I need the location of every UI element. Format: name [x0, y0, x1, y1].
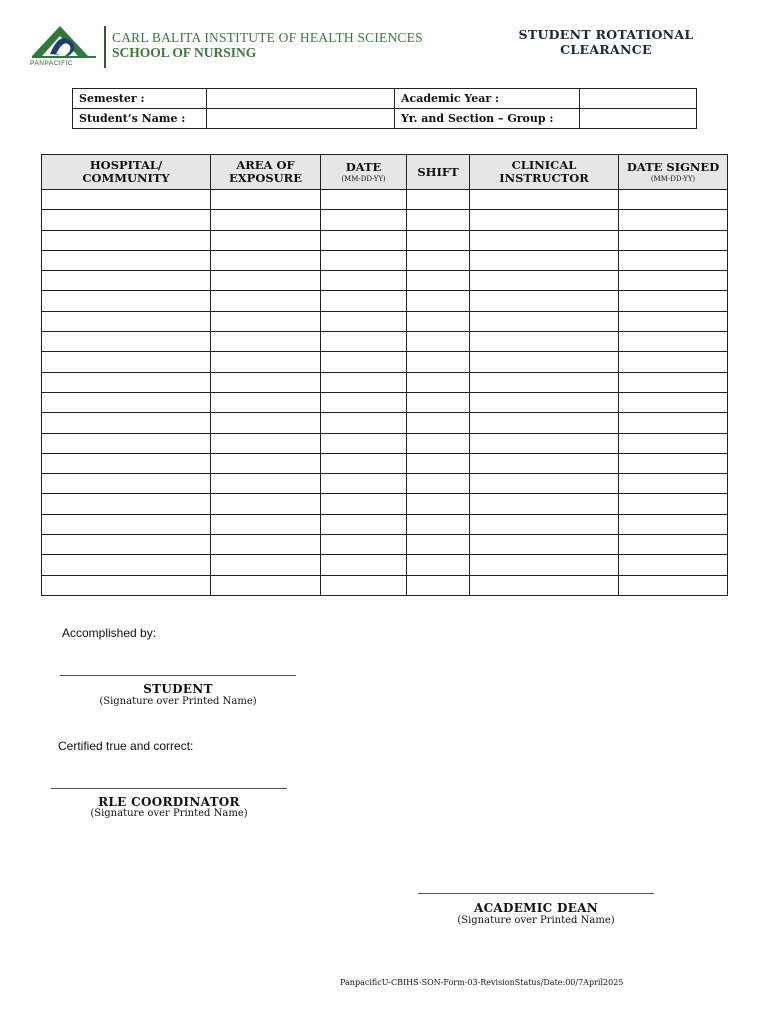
table-row — [42, 575, 728, 595]
col-header-line1: SHIFT — [417, 164, 459, 179]
col-header-line2: COMMUNITY — [82, 171, 170, 185]
cell-area[interactable] — [211, 230, 321, 250]
cell-shift[interactable] — [407, 190, 470, 210]
cell-shift[interactable] — [407, 474, 470, 494]
cell-date[interactable] — [321, 271, 407, 291]
cell-date-signed[interactable] — [619, 413, 728, 433]
cell-area[interactable] — [211, 352, 321, 372]
col-header-line1: DATE — [345, 159, 382, 174]
col-header-line1: HOSPITAL/ — [89, 158, 163, 172]
cell-hospital[interactable] — [42, 230, 211, 250]
cell-hospital[interactable] — [42, 311, 211, 331]
cell-shift[interactable] — [407, 453, 470, 473]
academic-year-label: Academic Year : — [395, 89, 580, 109]
cell-shift[interactable] — [407, 392, 470, 412]
cell-date-signed[interactable] — [619, 210, 728, 230]
table-row — [42, 535, 728, 555]
header-divider — [104, 26, 106, 68]
cell-instructor[interactable] — [470, 575, 619, 595]
cell-instructor[interactable] — [470, 555, 619, 575]
table-row — [42, 230, 728, 250]
col-header-line1: AREA OF — [236, 158, 295, 172]
cell-date[interactable] — [321, 250, 407, 270]
cell-instructor[interactable] — [470, 514, 619, 534]
table-row — [42, 190, 728, 210]
cell-date[interactable] — [321, 575, 407, 595]
col-header-date-signed — [619, 155, 728, 190]
table-row — [42, 514, 728, 534]
table-row — [42, 271, 728, 291]
col-header-line1: CLINICAL — [511, 158, 577, 172]
semester-field[interactable] — [207, 89, 395, 109]
col-header-line2: EXPOSURE — [228, 171, 302, 185]
cell-instructor[interactable] — [470, 190, 619, 210]
cell-hospital[interactable] — [42, 474, 211, 494]
cell-date[interactable] — [321, 494, 407, 514]
cell-instructor[interactable] — [470, 453, 619, 473]
cell-hospital[interactable] — [42, 271, 211, 291]
cell-area[interactable] — [211, 271, 321, 291]
cell-instructor[interactable] — [470, 291, 619, 311]
cell-hospital[interactable] — [42, 210, 211, 230]
academic-year-field[interactable] — [580, 89, 697, 109]
cell-shift[interactable] — [407, 250, 470, 270]
table-row — [42, 413, 728, 433]
cell-hospital[interactable] — [42, 494, 211, 514]
student-signature-note: (Signature over Printed Name) — [99, 696, 257, 707]
table-row — [42, 494, 728, 514]
cell-date[interactable] — [321, 311, 407, 331]
cell-date[interactable] — [321, 535, 407, 555]
col-header-hospital — [42, 155, 211, 190]
cell-date[interactable] — [321, 190, 407, 210]
cell-area[interactable] — [211, 392, 321, 412]
cell-date-signed[interactable] — [619, 250, 728, 270]
dean-role: ACADEMIC DEAN — [473, 901, 599, 915]
cell-area[interactable] — [211, 291, 321, 311]
col-header-instructor — [470, 155, 619, 190]
cell-instructor[interactable] — [470, 494, 619, 514]
cell-instructor[interactable] — [470, 230, 619, 250]
university-mark: PANPACIFIC — [30, 60, 74, 67]
cell-area[interactable] — [211, 453, 321, 473]
cell-date[interactable] — [321, 514, 407, 534]
certified-label: Certified true and correct: — [58, 739, 194, 753]
cell-hospital[interactable] — [42, 575, 211, 595]
student-info-table — [72, 88, 697, 129]
col-header-date — [321, 155, 407, 190]
cell-date-signed[interactable] — [619, 332, 728, 352]
dean-signature-line[interactable] — [418, 893, 654, 894]
cell-area[interactable] — [211, 433, 321, 453]
cell-shift[interactable] — [407, 291, 470, 311]
cell-date[interactable] — [321, 332, 407, 352]
cell-instructor[interactable] — [470, 372, 619, 392]
cell-shift[interactable] — [407, 535, 470, 555]
yr-section-label: Yr. and Section – Group : — [395, 109, 580, 129]
form-title-line2: CLEARANCE — [560, 42, 652, 57]
cell-shift[interactable] — [407, 575, 470, 595]
cell-shift[interactable] — [407, 230, 470, 250]
cell-hospital[interactable] — [42, 392, 211, 412]
cell-date[interactable] — [321, 372, 407, 392]
form-title-line1: STUDENT ROTATIONAL — [518, 27, 694, 42]
cell-shift[interactable] — [407, 555, 470, 575]
cell-date-signed[interactable] — [619, 230, 728, 250]
cell-hospital[interactable] — [42, 413, 211, 433]
table-row — [42, 372, 728, 392]
cell-hospital[interactable] — [42, 332, 211, 352]
col-header-format: (MM-DD-YY) — [650, 174, 696, 183]
cell-hospital[interactable] — [42, 291, 211, 311]
cell-hospital[interactable] — [42, 352, 211, 372]
cell-instructor[interactable] — [470, 332, 619, 352]
cell-instructor[interactable] — [470, 433, 619, 453]
student-signature-line[interactable] — [60, 675, 296, 676]
cell-area[interactable] — [211, 311, 321, 331]
cell-shift[interactable] — [407, 413, 470, 433]
form-title — [492, 27, 720, 57]
cell-date[interactable] — [321, 210, 407, 230]
col-header-line2: INSTRUCTOR — [499, 171, 589, 185]
cell-area[interactable] — [211, 494, 321, 514]
cell-shift[interactable] — [407, 494, 470, 514]
cell-hospital[interactable] — [42, 433, 211, 453]
cell-area[interactable] — [211, 575, 321, 595]
cell-hospital[interactable] — [42, 250, 211, 270]
cell-date-signed[interactable] — [619, 372, 728, 392]
table-row — [42, 453, 728, 473]
cell-hospital[interactable] — [42, 453, 211, 473]
cell-area[interactable] — [211, 210, 321, 230]
cell-area[interactable] — [211, 372, 321, 392]
cell-area[interactable] — [211, 413, 321, 433]
cell-hospital[interactable] — [42, 555, 211, 575]
student-role: STUDENT — [143, 682, 213, 696]
cell-date[interactable] — [321, 230, 407, 250]
cell-date-signed[interactable] — [619, 291, 728, 311]
cell-date[interactable] — [321, 433, 407, 453]
col-header-shift — [407, 155, 470, 190]
col-header-line1: DATE SIGNED — [626, 159, 720, 174]
cell-date-signed[interactable] — [619, 271, 728, 291]
cell-date[interactable] — [321, 413, 407, 433]
cell-area[interactable] — [211, 332, 321, 352]
semester-label: Semester : — [73, 89, 207, 109]
table-row — [42, 433, 728, 453]
cell-date[interactable] — [321, 474, 407, 494]
table-row — [42, 291, 728, 311]
cell-shift[interactable] — [407, 514, 470, 534]
cell-area[interactable] — [211, 555, 321, 575]
cell-date[interactable] — [321, 555, 407, 575]
cell-date-signed[interactable] — [619, 494, 728, 514]
rotation-table-body — [42, 190, 728, 596]
cell-shift[interactable] — [407, 210, 470, 230]
col-header-area — [211, 155, 321, 190]
cell-date-signed[interactable] — [619, 352, 728, 372]
cell-instructor[interactable] — [470, 210, 619, 230]
cell-shift[interactable] — [407, 352, 470, 372]
cell-date-signed[interactable] — [619, 453, 728, 473]
coordinator-signature-note: (Signature over Printed Name) — [90, 808, 248, 819]
form-footer-code: PanpacificU-CBIHS-SON-Form-03-RevisionStatus/Date:00/7April2025 — [340, 978, 624, 987]
cell-instructor[interactable] — [470, 474, 619, 494]
student-name-label: Student’s Name : — [73, 109, 207, 129]
dean-signature-note: (Signature over Printed Name) — [457, 915, 615, 926]
institute-name: CARL BALITA INSTITUTE OF HEALTH SCIENCES — [112, 30, 423, 45]
yr-section-field[interactable] — [580, 109, 697, 129]
cell-hospital[interactable] — [42, 514, 211, 534]
cell-shift[interactable] — [407, 372, 470, 392]
coordinator-signature-line[interactable] — [51, 788, 287, 789]
cell-instructor[interactable] — [470, 271, 619, 291]
cell-date-signed[interactable] — [619, 190, 728, 210]
cell-hospital[interactable] — [42, 190, 211, 210]
accomplished-by-label: Accomplished by: — [62, 626, 157, 640]
table-row — [42, 210, 728, 230]
table-row — [42, 352, 728, 372]
cell-shift[interactable] — [407, 433, 470, 453]
cell-hospital[interactable] — [42, 372, 211, 392]
table-row — [42, 474, 728, 494]
table-row — [42, 392, 728, 412]
rotation-table — [41, 154, 728, 596]
cell-area[interactable] — [211, 514, 321, 534]
cell-area[interactable] — [211, 535, 321, 555]
table-row — [42, 250, 728, 270]
table-row — [42, 332, 728, 352]
cell-date[interactable] — [321, 352, 407, 372]
cell-shift[interactable] — [407, 311, 470, 331]
student-name-field[interactable] — [207, 109, 395, 129]
coordinator-role: RLE COORDINATOR — [98, 795, 240, 809]
school-name: SCHOOL OF NURSING — [112, 45, 257, 60]
cell-area[interactable] — [211, 250, 321, 270]
cell-date[interactable] — [321, 453, 407, 473]
cell-area[interactable] — [211, 190, 321, 210]
col-header-format: (MM-DD-YY) — [341, 174, 386, 183]
table-row — [42, 555, 728, 575]
cell-instructor[interactable] — [470, 250, 619, 270]
cell-instructor[interactable] — [470, 535, 619, 555]
cell-date-signed[interactable] — [619, 575, 728, 595]
cell-instructor[interactable] — [470, 413, 619, 433]
cell-date-signed[interactable] — [619, 555, 728, 575]
cell-date[interactable] — [321, 291, 407, 311]
table-row — [42, 311, 728, 331]
cell-shift[interactable] — [407, 271, 470, 291]
cell-area[interactable] — [211, 474, 321, 494]
cell-date[interactable] — [321, 392, 407, 412]
cell-instructor[interactable] — [470, 311, 619, 331]
cell-date-signed[interactable] — [619, 535, 728, 555]
cell-date-signed[interactable] — [619, 311, 728, 331]
cell-date-signed[interactable] — [619, 514, 728, 534]
cell-date-signed[interactable] — [619, 392, 728, 412]
cell-instructor[interactable] — [470, 392, 619, 412]
cell-date-signed[interactable] — [619, 474, 728, 494]
cell-instructor[interactable] — [470, 352, 619, 372]
cell-date-signed[interactable] — [619, 433, 728, 453]
cell-hospital[interactable] — [42, 535, 211, 555]
cell-shift[interactable] — [407, 332, 470, 352]
